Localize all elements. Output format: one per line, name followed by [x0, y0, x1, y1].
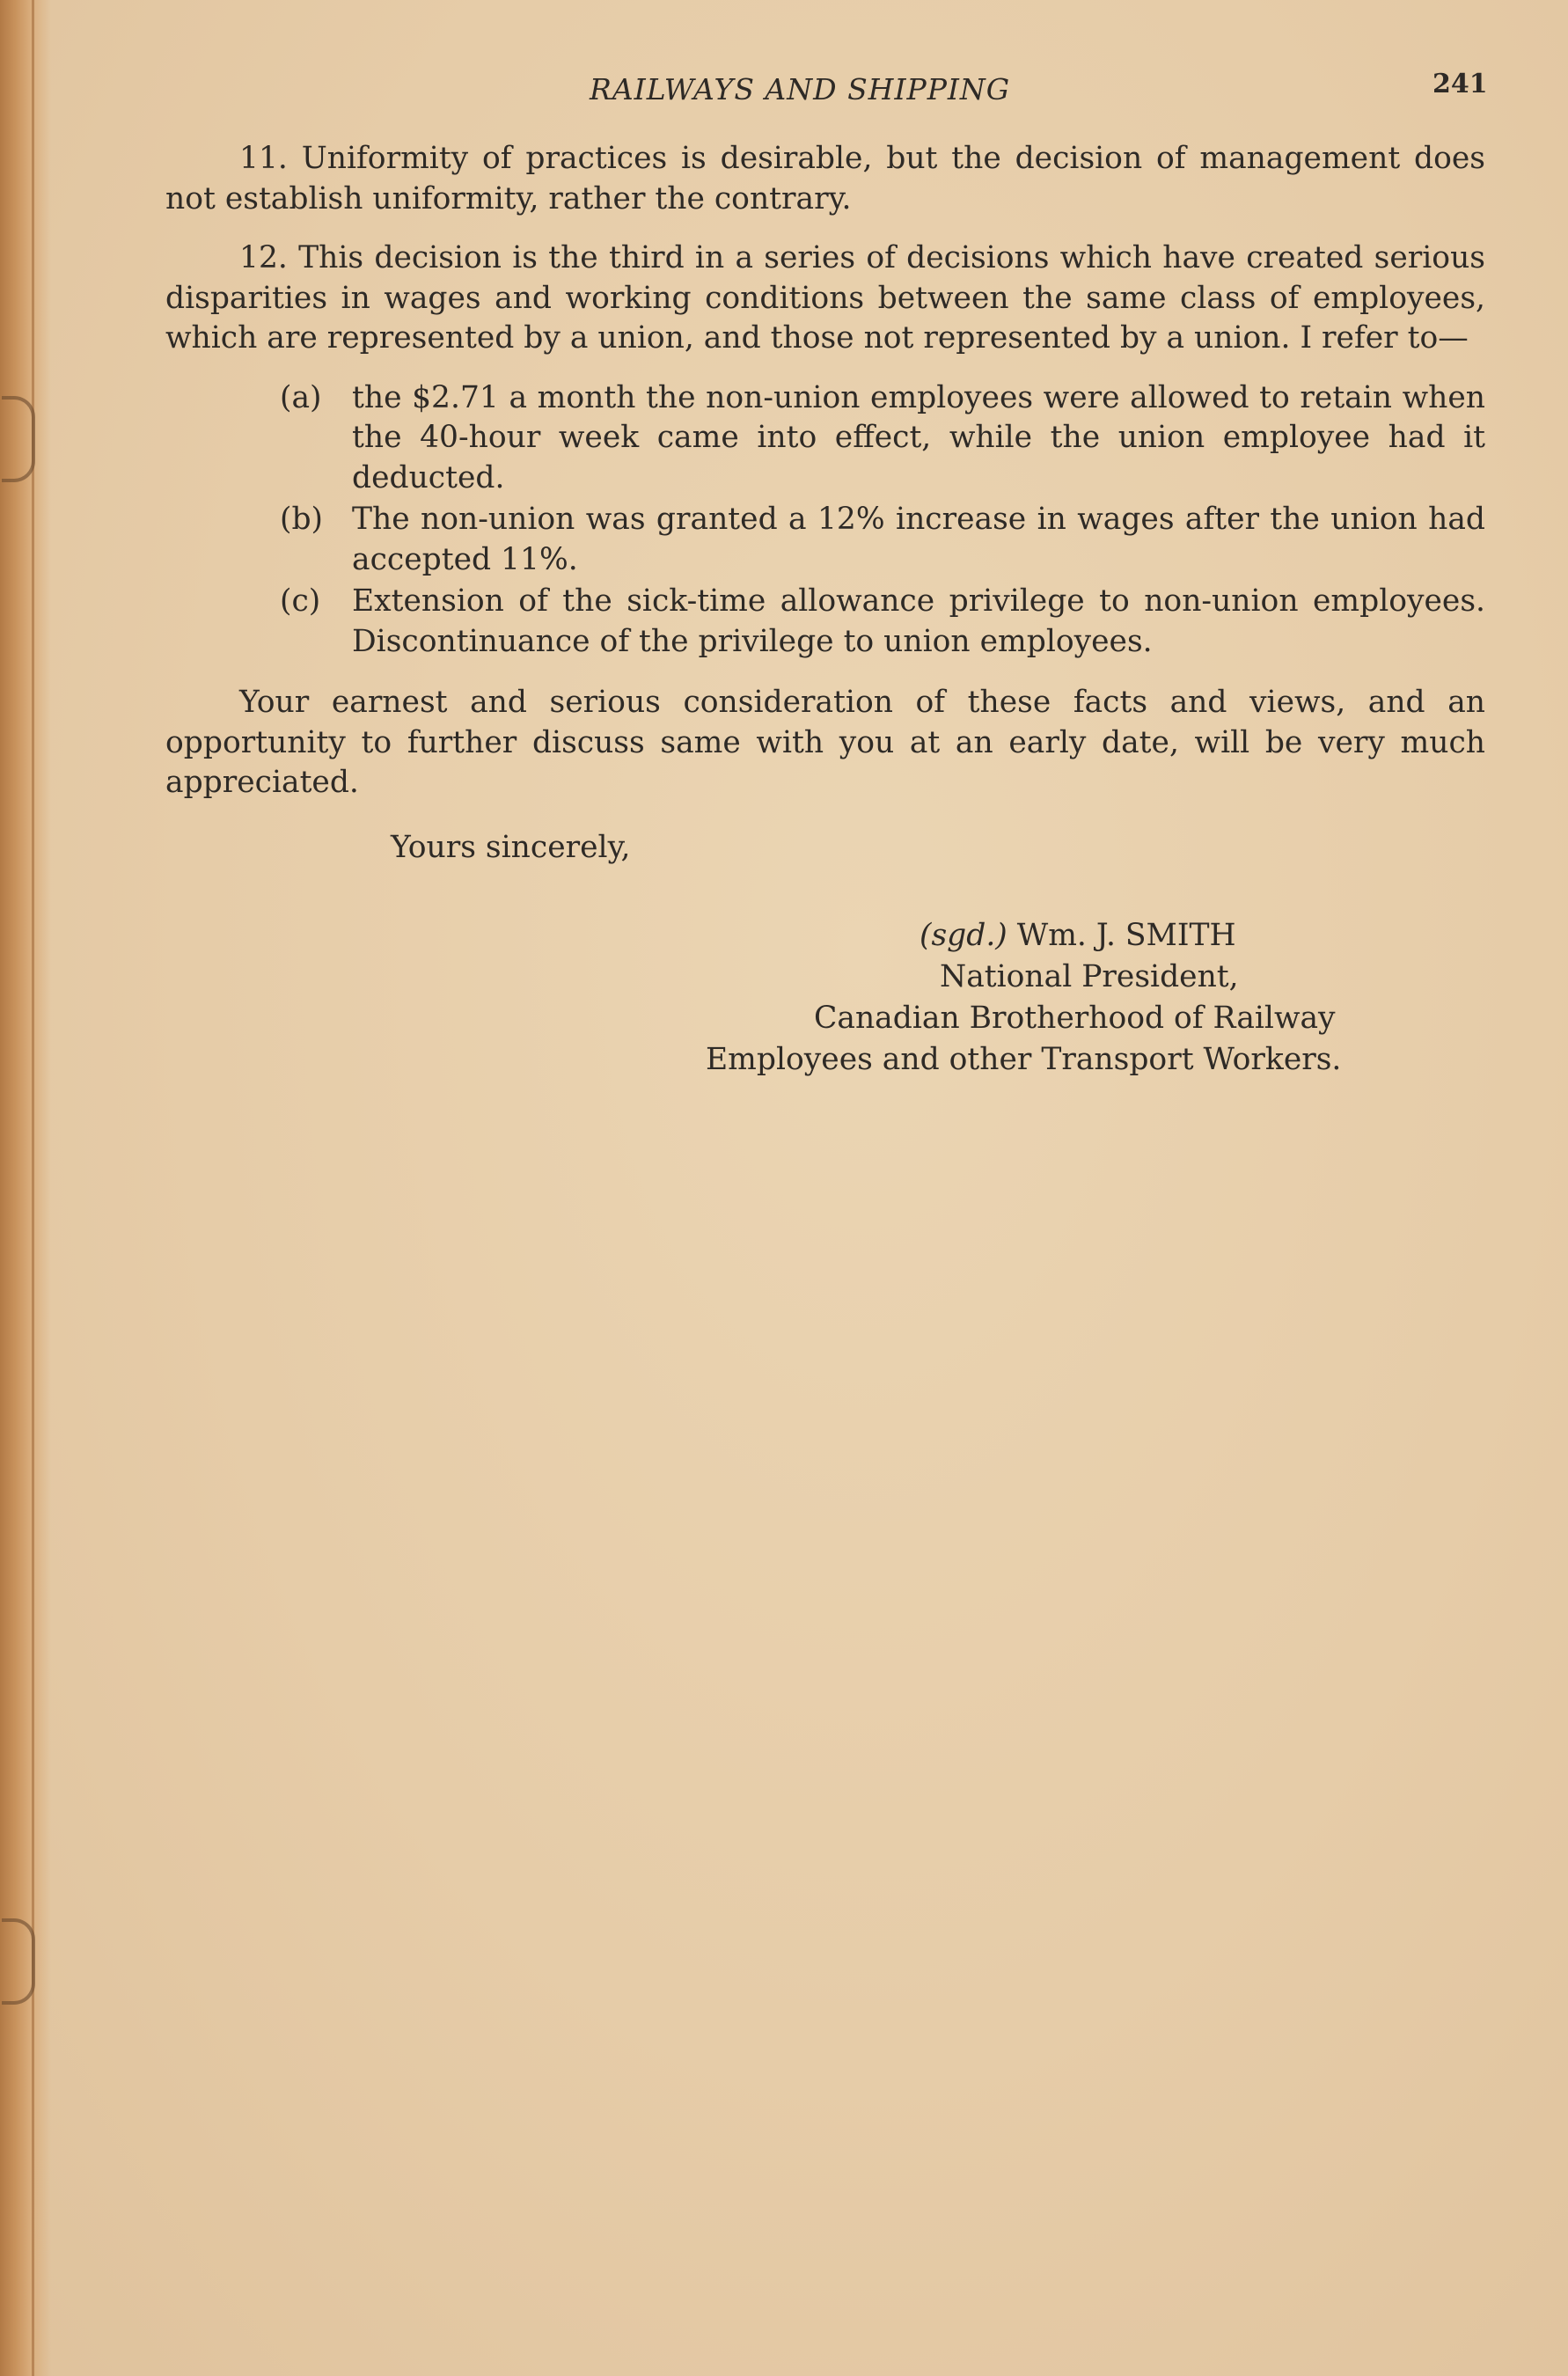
- staple-mark: [2, 396, 35, 482]
- organization-line: Employees and other Transport Workers.: [706, 1042, 1342, 1077]
- list-item-text: The non-union was granted a 12% increase in wages after the union had accepted 11%.: [352, 502, 1485, 577]
- signature-name-line: [920, 915, 1496, 957]
- running-title: RAILWAYS AND SHIPPING: [590, 72, 1011, 106]
- closing-paragraph: Your earnest and serious consideration of these facts and views, and an opportunity to further discuss same with you at an early date, will be very much appreciated.: [165, 685, 1485, 800]
- page-number: 241: [1432, 69, 1488, 99]
- list-marker: (b): [280, 502, 324, 537]
- signature-block: [616, 915, 1496, 1081]
- list-marker: (a): [280, 379, 322, 415]
- list-marker: (c): [280, 583, 321, 619]
- complimentary-close: Yours sincerely,: [391, 829, 631, 865]
- paragraph-11: 11. Uniformity of practices is desirable, but the decision of management does not establish uniformity, rather the contrary.: [165, 141, 1485, 216]
- page-binding-edge: [0, 0, 51, 2376]
- reference-list: [165, 378, 1485, 663]
- list-item: [280, 582, 1485, 662]
- list-item: [280, 378, 1485, 499]
- signer-name: Wm. J. SMITH: [1016, 918, 1236, 953]
- paragraph-12: 12. This decision is the third in a series of decisions which have created serious disparities in wages and working conditions between the same class of employees, which are represented by a union, and those not represented by a union. I refer to—: [165, 240, 1485, 356]
- list-item-text: Extension of the sick-time allowance privilege to non-union employees. Discontinuance of the privilege to union employees.: [352, 583, 1485, 659]
- staple-mark: [2, 1918, 35, 2005]
- running-header: [0, 69, 1568, 113]
- list-item-text: the $2.71 a month the non-union employees were allowed to retain when the 40-hour week came into effect, while the union employee had it deducted.: [352, 379, 1485, 495]
- signer-title: National President,: [940, 959, 1239, 994]
- organization-line: Canadian Brotherhood of Railway: [814, 1001, 1336, 1036]
- letter-body: [165, 139, 1485, 873]
- binding-fold-line: [32, 0, 34, 2376]
- list-item: [280, 500, 1485, 580]
- signed-prefix: (sgd.): [920, 918, 1007, 953]
